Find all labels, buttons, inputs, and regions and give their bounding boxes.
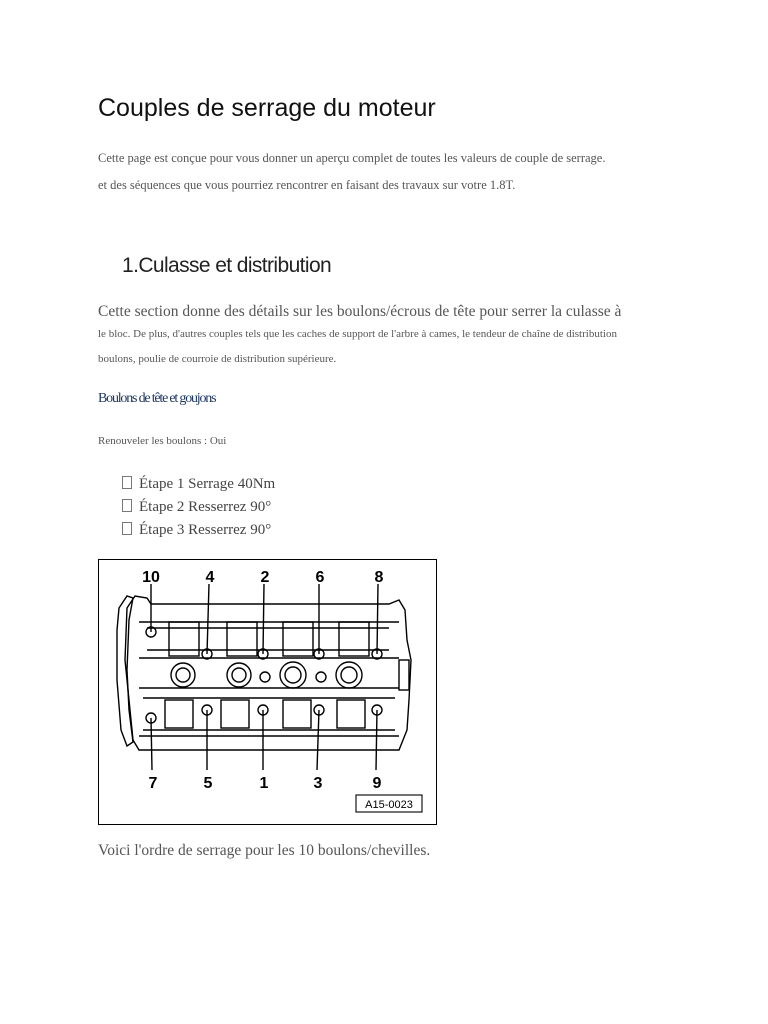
step-item — [122, 522, 271, 539]
bolt-number-bottom: 7 — [148, 775, 158, 792]
cylinder-head-diagram — [98, 559, 437, 825]
bolt-number-top: 2 — [260, 569, 270, 586]
bolt-number-top: 8 — [374, 569, 384, 586]
renew-bolts-note: Renouveler les boulons : Oui — [98, 435, 227, 447]
step-label: Étape 2 Resserrez 90° — [139, 499, 272, 515]
section-lead: Cette section donne des détails sur les boulons/écrous de tête pour serrer la culasse à — [98, 303, 622, 320]
step-label: Étape 3 Resserrez 90° — [139, 522, 272, 538]
bolt-number-top: 10 — [142, 569, 160, 586]
section-title: 1.Culasse et distribution — [122, 254, 332, 277]
section-description-line-1: le bloc. De plus, d'autres couples tels que les caches de support de l'arbre à cames, le tendeur de chaîne de distribution — [98, 328, 617, 340]
bolt-number-top: 6 — [315, 569, 325, 586]
section-description-line-2: boulons, poulie de courroie de distribution supérieure. — [98, 353, 337, 365]
step-item — [122, 476, 275, 493]
step-item — [122, 499, 271, 516]
subsection-heading: Boulons de tête et goujons — [98, 391, 216, 406]
checkbox-glyph-icon — [122, 499, 132, 512]
figure-code: A15-0023 — [365, 799, 413, 811]
bolt-number-bottom: 1 — [259, 775, 269, 792]
bolt-number-bottom: 3 — [313, 775, 323, 792]
bolt-number-bottom: 9 — [372, 775, 382, 792]
checkbox-glyph-icon — [122, 476, 132, 489]
bolt-number-bottom: 5 — [203, 775, 213, 792]
intro-line-2: et des séquences que vous pourriez rencontrer en faisant des travaux sur votre 1.8T. — [98, 178, 516, 192]
checkbox-glyph-icon — [122, 522, 132, 535]
bolt-number-top: 4 — [205, 569, 215, 586]
figure-caption: Voici l'ordre de serrage pour les 10 boulons/chevilles. — [98, 842, 431, 859]
page-title: Couples de serrage du moteur — [98, 94, 436, 122]
intro-line-1: Cette page est conçue pour vous donner un aperçu complet de toutes les valeurs de couple de serrage. — [98, 151, 606, 165]
step-label: Étape 1 Serrage 40Nm — [139, 476, 276, 492]
cylinder-head-drawing — [99, 560, 435, 823]
